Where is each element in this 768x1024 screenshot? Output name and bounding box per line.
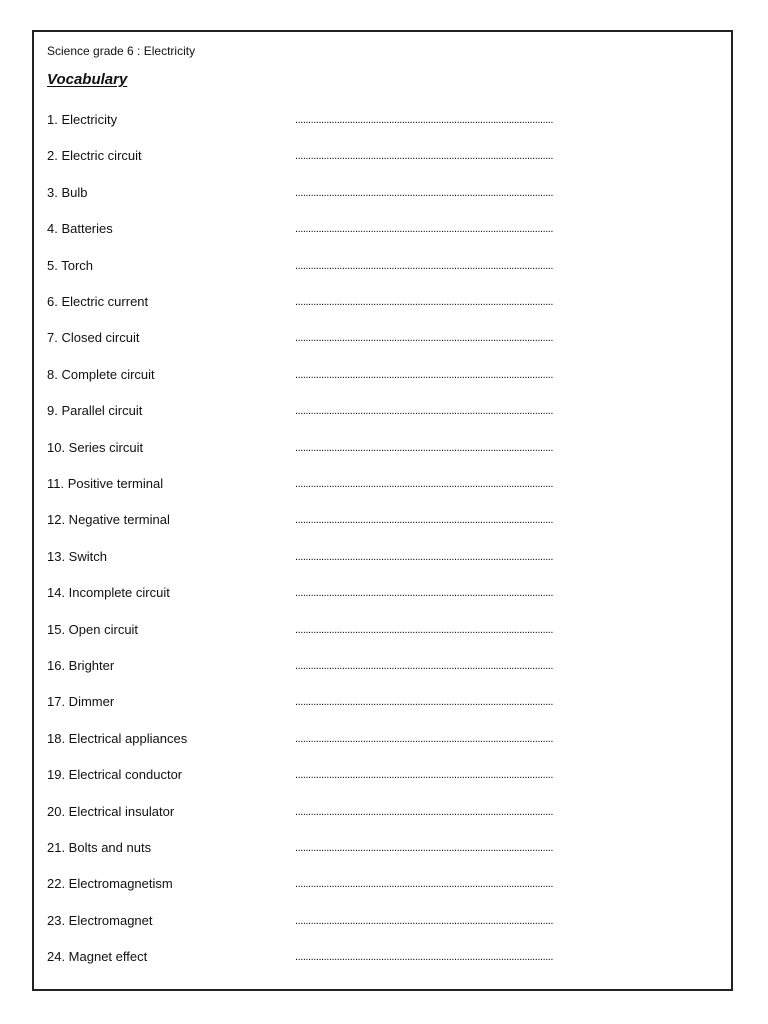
answer-blank[interactable]: ................................................................................................... (295, 842, 554, 854)
vocab-term: 3. Bulb (47, 185, 88, 200)
answer-blank[interactable]: ................................................................................................... (295, 733, 554, 745)
vocab-item (47, 875, 647, 895)
worksheet-border (32, 30, 733, 991)
vocab-item (47, 184, 647, 204)
answer-blank[interactable]: ................................................................................................... (295, 769, 554, 781)
vocab-item (47, 439, 647, 459)
answer-blank[interactable]: ................................................................................................... (295, 223, 554, 235)
vocab-term: 12. Negative terminal (47, 512, 170, 527)
vocab-item (47, 839, 647, 859)
vocab-term: 11. Positive terminal (47, 476, 164, 491)
vocab-term: 6. Electric current (47, 294, 149, 309)
vocab-term: 23. Electromagnet (47, 913, 153, 928)
vocab-item (47, 366, 647, 386)
answer-blank[interactable]: ................................................................................................... (295, 405, 554, 417)
vocab-term: 1. Electricity (47, 112, 118, 127)
answer-blank[interactable]: ................................................................................................... (295, 951, 554, 963)
answer-blank[interactable]: ................................................................................................... (295, 915, 554, 927)
vocab-item (47, 257, 647, 277)
answer-blank[interactable]: ................................................................................................... (295, 296, 554, 308)
vocab-term: 20. Electrical insulator (47, 804, 175, 819)
vocab-item (47, 293, 647, 313)
vocab-term: 17. Dimmer (47, 694, 115, 709)
vocab-term: 4. Batteries (47, 221, 113, 236)
vocab-term: 24. Magnet effect (47, 949, 148, 964)
answer-blank[interactable]: ................................................................................................... (295, 878, 554, 890)
vocab-item (47, 220, 647, 240)
vocab-item (47, 730, 647, 750)
vocab-item (47, 147, 647, 167)
worksheet-header: Science grade 6 : Electricity (47, 44, 196, 58)
answer-blank[interactable]: ................................................................................................... (295, 150, 554, 162)
vocab-term: 10. Series circuit (47, 440, 144, 455)
answer-blank[interactable]: ................................................................................................... (295, 332, 554, 344)
vocab-item (47, 803, 647, 823)
vocab-term: 2. Electric circuit (47, 148, 142, 163)
vocabulary-list (34, 32, 731, 989)
vocab-item (47, 475, 647, 495)
vocab-item (47, 402, 647, 422)
answer-blank[interactable]: ................................................................................................... (295, 260, 554, 272)
vocab-term: 9. Parallel circuit (47, 403, 143, 418)
vocab-term: 7. Closed circuit (47, 330, 140, 345)
answer-blank[interactable]: ................................................................................................... (295, 442, 554, 454)
answer-blank[interactable]: ................................................................................................... (295, 478, 554, 490)
answer-blank[interactable]: ................................................................................................... (295, 660, 554, 672)
vocab-term: 18. Electrical appliances (47, 731, 188, 746)
answer-blank[interactable]: ................................................................................................... (295, 624, 554, 636)
vocab-term: 19. Electrical conductor (47, 767, 183, 782)
vocab-term: 22. Electromagnetism (47, 876, 173, 891)
vocab-term: 16. Brighter (47, 658, 115, 673)
answer-blank[interactable]: ................................................................................................... (295, 806, 554, 818)
vocabulary-title: Vocabulary (47, 71, 128, 88)
vocab-term: 14. Incomplete circuit (47, 585, 170, 600)
vocab-item (47, 912, 647, 932)
answer-blank[interactable]: ................................................................................................... (295, 369, 554, 381)
vocab-item (47, 621, 647, 641)
vocab-item (47, 548, 647, 568)
answer-blank[interactable]: ................................................................................................... (295, 187, 554, 199)
vocab-term: 5. Torch (47, 258, 94, 273)
vocab-item (47, 766, 647, 786)
vocab-item (47, 948, 647, 968)
vocab-item (47, 657, 647, 677)
answer-blank[interactable]: ................................................................................................... (295, 587, 554, 599)
vocab-item (47, 511, 647, 531)
vocab-term: 21. Bolts and nuts (47, 840, 152, 855)
answer-blank[interactable]: ................................................................................................... (295, 514, 554, 526)
answer-blank[interactable]: ................................................................................................... (295, 114, 554, 126)
vocab-item (47, 584, 647, 604)
answer-blank[interactable]: ................................................................................................... (295, 696, 554, 708)
vocab-term: 8. Complete circuit (47, 367, 155, 382)
answer-blank[interactable]: ................................................................................................... (295, 551, 554, 563)
vocab-item (47, 693, 647, 713)
vocab-term: 13. Switch (47, 549, 107, 564)
vocab-item (47, 329, 647, 349)
vocab-term: 15. Open circuit (47, 622, 139, 637)
vocab-item (47, 111, 647, 131)
